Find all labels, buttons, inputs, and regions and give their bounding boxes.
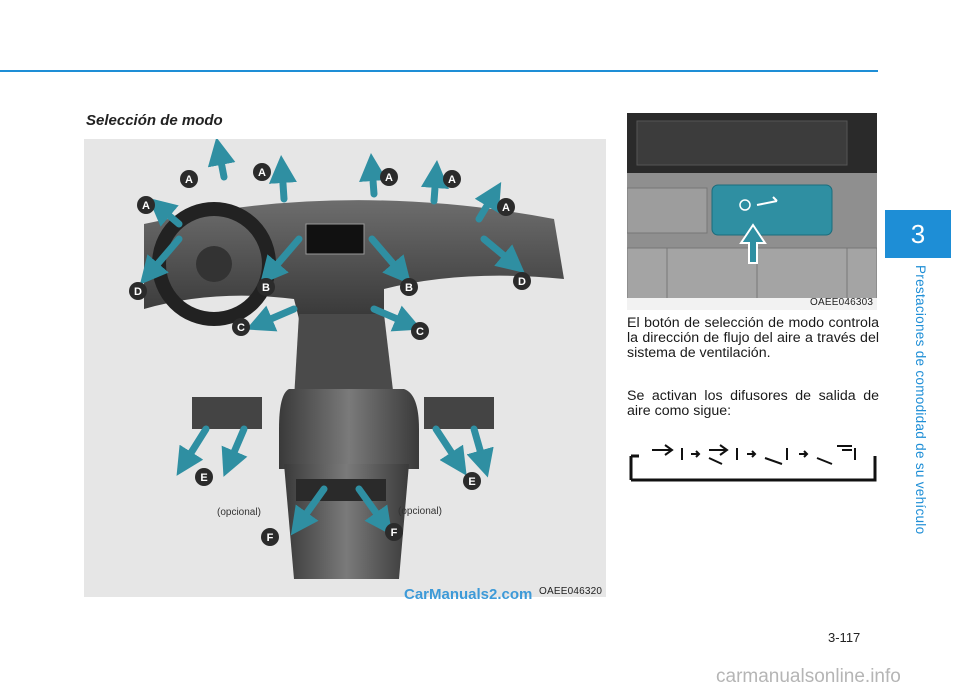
label-a: A	[385, 172, 393, 184]
label-d: D	[518, 276, 526, 288]
arrow-a4	[434, 174, 436, 201]
label-a: A	[258, 167, 266, 179]
watermark-carmanuals2[interactable]: CarManuals2.com	[404, 586, 533, 603]
chapter-tab: 3	[885, 210, 951, 258]
paragraph-mode-button: El botón de selección de modo controla la dirección de flujo del aire a través del sistema de ventilación.	[627, 315, 879, 361]
arrow-a1	[219, 151, 224, 177]
dashboard-vents-illustration	[84, 139, 606, 597]
label-c: C	[237, 322, 245, 334]
cycle-return-line	[631, 456, 875, 480]
arrow-a3	[372, 167, 374, 194]
label-a: A	[185, 174, 193, 186]
armrest	[279, 389, 419, 469]
mode-floor-defrost-icon	[817, 446, 855, 464]
arrow-c1	[259, 309, 294, 324]
label-a: A	[448, 174, 456, 186]
mode-bilevel-icon	[709, 445, 727, 464]
center-console	[294, 314, 394, 399]
mode-button-illustration	[627, 113, 877, 310]
label-c: C	[416, 326, 424, 338]
section-title: Selección de modo	[86, 112, 223, 129]
watermark-carmanualsonline[interactable]: carmanualsonline.info	[716, 666, 901, 687]
optional-label-left: (opcional)	[217, 507, 261, 518]
figure-code-right: OAEE046303	[810, 297, 874, 308]
mode-icons	[652, 445, 855, 464]
label-e: E	[468, 476, 476, 488]
next-arrow-icon	[747, 451, 755, 457]
mode-cycle-diagram	[627, 440, 879, 484]
next-arrow-icon	[691, 451, 699, 457]
mode-button	[712, 185, 832, 235]
arrow-a2	[282, 169, 284, 199]
center-screen	[306, 224, 364, 254]
label-d: D	[134, 286, 142, 298]
figure-code-left: OAEE046320	[539, 586, 603, 597]
label-a: A	[502, 202, 510, 214]
arrow-e4	[474, 429, 484, 464]
arrow-e3	[436, 429, 459, 464]
next-arrow-icon	[799, 451, 807, 457]
mode-face-icon	[652, 445, 672, 455]
optional-label-right: (opcional)	[398, 506, 442, 517]
control-panel-drawing	[627, 113, 877, 310]
label-e: E	[200, 472, 208, 484]
steering-hub	[196, 246, 232, 282]
label-b: B	[262, 282, 270, 294]
floor-vent-right	[424, 397, 494, 429]
header-rule	[0, 70, 878, 72]
floor-vent-left	[192, 397, 262, 429]
rear-vents	[296, 479, 386, 501]
label-b: B	[405, 282, 413, 294]
label-a: A	[142, 200, 150, 212]
label-f: F	[390, 527, 398, 539]
label-f: F	[266, 532, 274, 544]
arrow-e1	[184, 429, 206, 464]
mode-floor-icon	[765, 448, 787, 464]
arrow-e2	[229, 429, 244, 464]
page-number: 3-117	[828, 630, 861, 645]
chapter-title: Prestaciones de comodidad de su vehículo	[913, 265, 928, 535]
dashboard-drawing	[84, 139, 606, 597]
paragraph-outlets: Se activan los difusores de salida de aire como sigue:	[627, 388, 879, 419]
